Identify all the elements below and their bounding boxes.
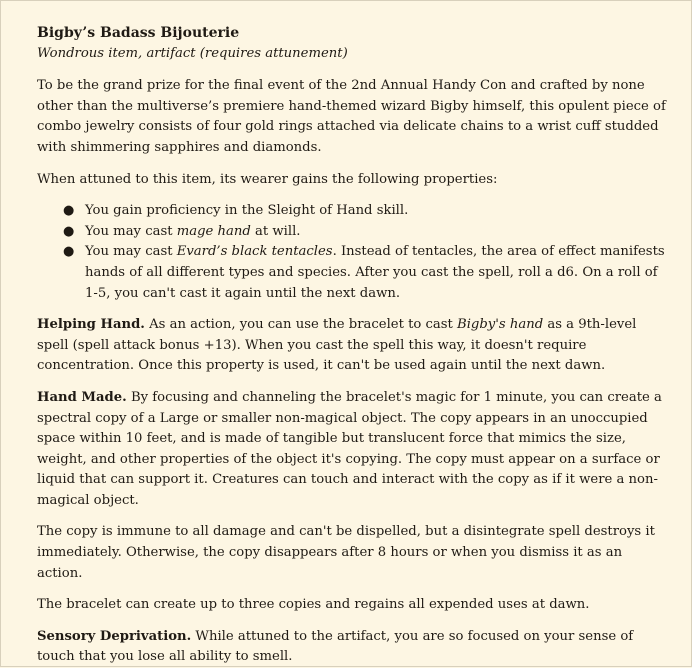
item-type: Wondrous item, artifact (requires attunement) [37,45,348,61]
spell-name: Evard’s black tentacles [176,244,333,260]
bullet-icon: ● [63,223,75,239]
spell-name: mage hand [176,223,251,239]
sensory-deprivation-section [37,627,669,668]
helping-hand-heading: Helping Hand. [37,317,145,333]
helping-hand-text: As an action, you can use the bracelet to cast [144,317,458,333]
list-item [63,242,669,304]
copy-immunity-text: The copy is immune to all damage and can't be dispelled, but a disintegrate spell destroys it immediately. Otherwise, the copy disappears after 8 hours or when you dismiss it as an action. [37,524,655,581]
item-name: Bigby’s Badass Bijouterie [37,25,240,41]
hand-made-section [37,388,669,512]
property-text: at will. [250,223,301,239]
list-item [63,222,669,243]
attunement-intro: When attuned to this item, its wearer gains the following properties: [37,171,498,187]
helping-hand-section [37,315,669,377]
property-text: . Instead of tentacles, the area of effect manifests hands of all different types and species. After you cast the spell, roll a d6. On a roll of 1-5, you can't cast it again until the next dawn. [85,244,665,301]
property-text: You may cast [85,223,177,239]
bullet-icon: ● [63,203,75,219]
property-text: You may cast [85,244,177,260]
sensory-deprivation-text: While attuned to the artifact, you are so focused on your sense of touch that you lose all ability to smell. [37,628,634,665]
sensory-deprivation-heading: Sensory Deprivation. [37,628,192,644]
list-item [63,201,669,222]
hand-made-heading: Hand Made. [37,389,127,405]
spell-name: Bigby's hand [457,317,544,333]
helping-hand-text: as a 9th-level spell (spell attack bonus +13). When you cast the spell this way, it doesn't require concentration. Once this property is used, it can't be used again until the next dawn. [37,317,637,374]
item-description: To be the grand prize for the final event of the 2nd Annual Handy Con and crafted by none other than the multiverse’s premiere hand-themed wizard Bigby himself, this opulent piece of combo jewelry consists of four gold rings attached via delicate chains to a wrist cuff studded with shimmering sapphires and diamonds. [37,78,666,155]
copies-limit-text: The bracelet can create up to three copies and regains all expended uses at dawn. [37,597,590,613]
bullet-icon: ● [63,244,75,260]
property-text: You gain proficiency in the Sleight of Hand skill. [85,203,409,219]
hand-made-text: By focusing and channeling the bracelet's magic for 1 minute, you can create a spectral copy of a Large or smaller non-magical object. The copy appears in an unoccupied space within 10 feet, and is made of tangible but translucent force that mimics the size, weight, and other properties of the object it's copying. The copy must appear on a surface or liquid that can support it. Creatures can touch and interact with the copy as if it were a non-magical object. [37,389,662,508]
properties-list [37,201,669,304]
